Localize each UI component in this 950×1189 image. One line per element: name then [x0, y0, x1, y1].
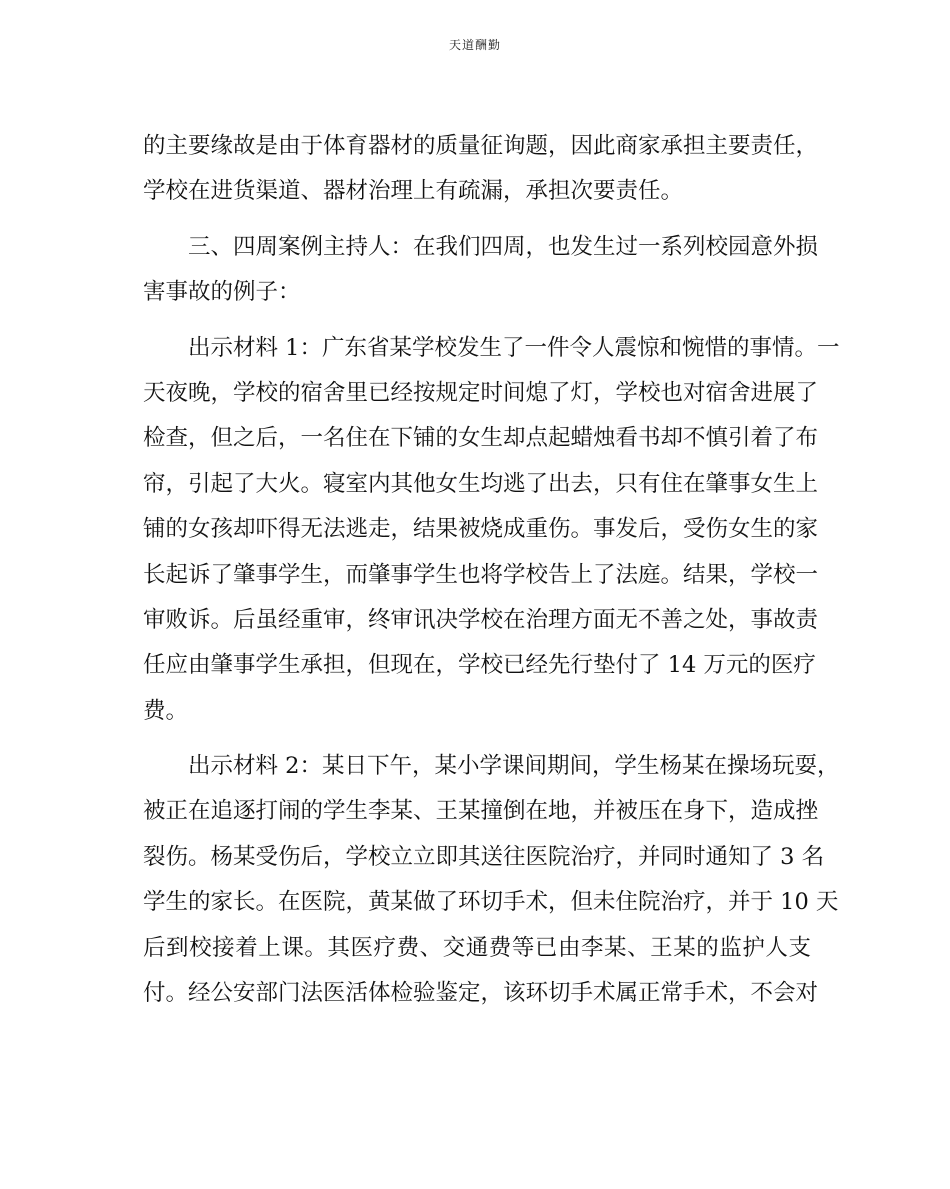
text-line: 长起诉了肇事学生，而肇事学生也将学校告上了法庭。结果，学校一 [143, 561, 819, 588]
text-line: 任应由肇事学生承担，但现在，学校已经先行垫付了 14 万元的医疗 [143, 652, 816, 679]
page-header: 天道酬勤 [448, 38, 501, 52]
text-line: 出示材料 1：广东省某学校发生了一件令人震惊和惋惜的事情。一 [188, 334, 840, 361]
text-line: 害事故的例子： [143, 279, 301, 306]
paragraph [143, 124, 819, 215]
text-line: 铺的女孩却吓得无法逃走，结果被烧成重伤。事发后，受伤女生的家 [143, 516, 819, 543]
text-line: 出示材料 2：某日下午，某小学课间期间，学生杨某在操场玩耍， [188, 753, 840, 780]
text-line: 付。经公安部门法医活体检验鉴定，该环切手术属正常手术，不会对 [143, 980, 819, 1007]
paragraph [143, 326, 840, 735]
text-line: 天夜晚，学校的宿舍里已经按规定时间熄了灯，学校也对宿舍进展了 [143, 379, 819, 406]
text-line: 费。 [143, 697, 189, 724]
text-line: 裂伤。杨某受伤后，学校立立即其送往医院治疗，并同时通知了 3 名 [143, 843, 825, 870]
paragraph [143, 744, 840, 1016]
text-line: 后到校接着上课。其医疗费、交通费等已由李某、王某的监护人支 [143, 934, 811, 961]
text-line: 学校在进货渠道、器材治理上有疏漏，承担次要责任。 [143, 178, 684, 205]
paragraph [143, 225, 819, 316]
text-line: 被正在追逐打闹的学生李某、王某撞倒在地，并被压在身下，造成挫 [143, 798, 819, 825]
text-line: 帘，引起了大火。寝室内其他女生均逃了出去，只有住在肇事女生上 [143, 470, 819, 497]
text-line: 三、四周案例主持人：在我们四周，也发生过一系列校园意外损 [188, 233, 819, 260]
document-body [143, 124, 840, 1016]
text-line: 检查，但之后，一名住在下铺的女生却点起蜡烛看书却不慎引着了布 [143, 425, 819, 452]
text-line: 的主要缘故是由于体育器材的质量征询题，因此商家承担主要责任， [143, 133, 819, 159]
text-line: 审败诉。后虽经重审，终审讯决学校在治理方面无不善之处，事故责 [143, 606, 819, 633]
text-line: 学生的家长。在医院，黄某做了环切手术，但未住院治疗，并于 10 天 [143, 889, 839, 916]
